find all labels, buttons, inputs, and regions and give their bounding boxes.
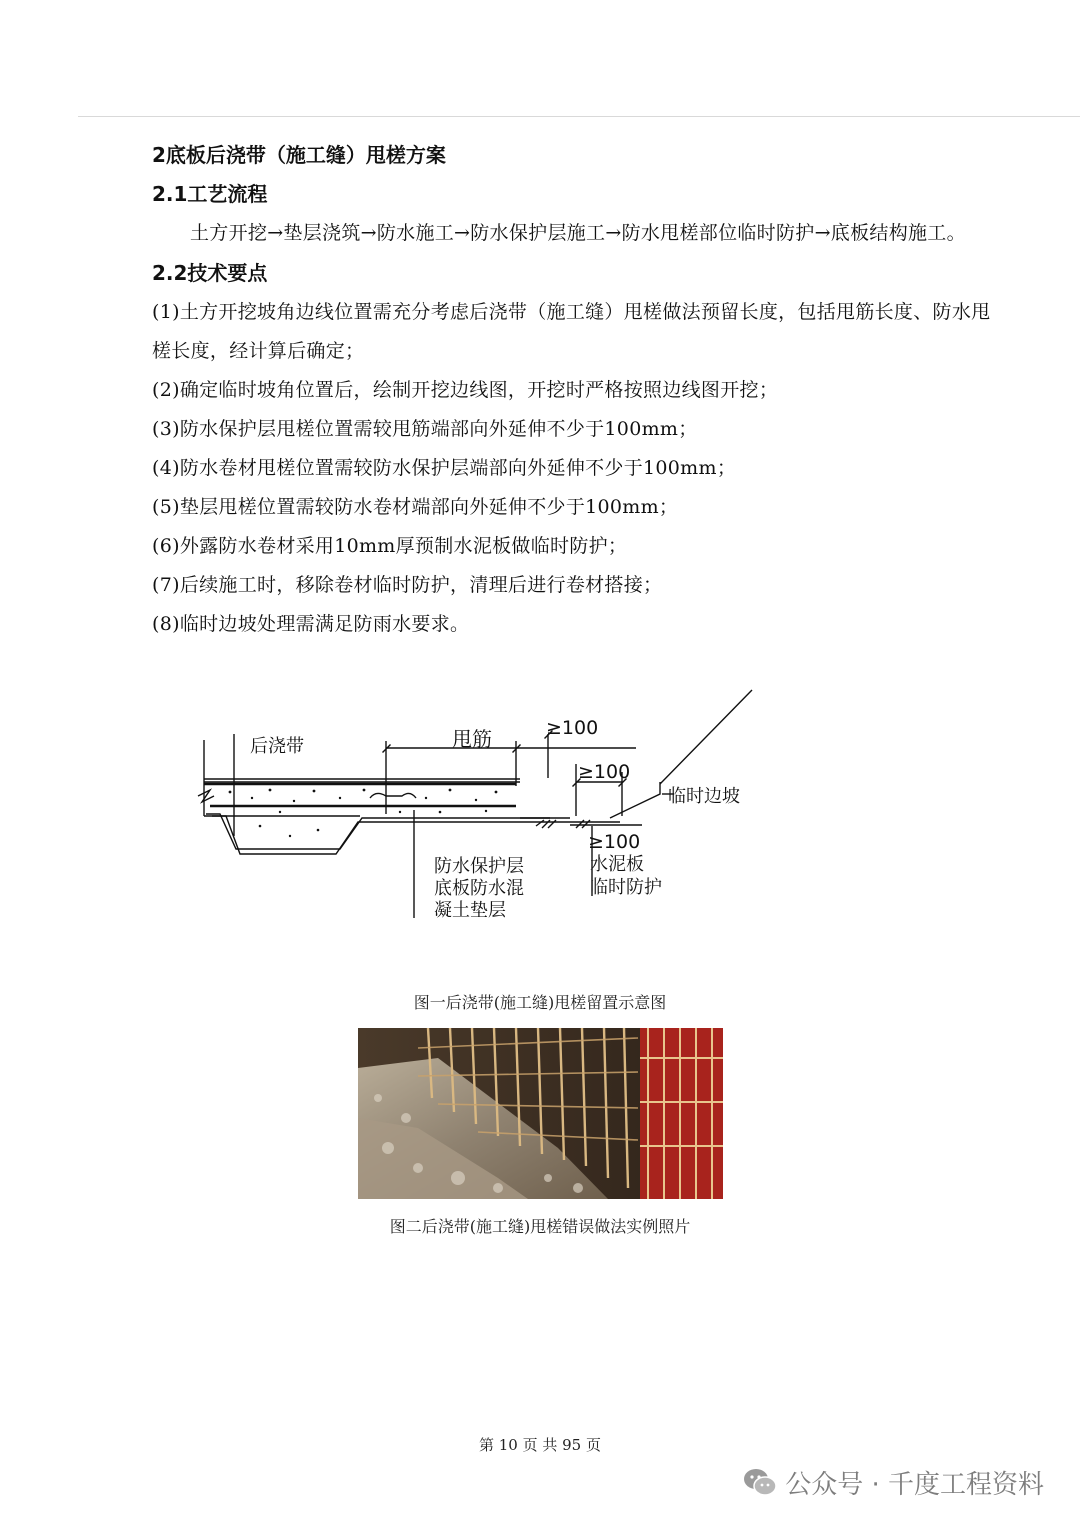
site-photo bbox=[358, 1028, 723, 1199]
keypoint-item: (3)防水保护层甩槎位置需较甩筋端部向外延伸不少于100mm； bbox=[152, 418, 698, 440]
keypoint-item: (1)土方开挖坡角边线位置需充分考虑后浇带（施工缝）甩槎做法预留长度，包括甩筋长度、防水甩槎长度，经计算后确定； bbox=[152, 301, 991, 362]
diagram-label-ge100-bottom: ≥100 bbox=[588, 831, 641, 853]
diagram-label-ge100-top: ≥100 bbox=[546, 717, 599, 739]
diagram-label-post-pour: 后浇带 bbox=[250, 736, 304, 757]
keypoint-item: (5)垫层甩槎位置需较防水卷材端部向外延伸不少于100mm； bbox=[152, 496, 679, 518]
diagram-label-layer-2: 底板防水混 bbox=[434, 878, 524, 899]
keypoint-item: (6)外露防水卷材采用10mm厚预制水泥板做临时防护； bbox=[152, 535, 628, 557]
wechat-icon bbox=[743, 1467, 777, 1497]
diagram-label-layer-1: 防水保护层 bbox=[434, 856, 524, 877]
diagram-label-cement-board: 水泥板 bbox=[590, 854, 644, 875]
watermark-text: 公众号 · 千度工程资料 bbox=[785, 1469, 1044, 1500]
diagram-label-rebar: 甩筋 bbox=[452, 727, 492, 751]
header-rule bbox=[78, 116, 1080, 117]
subsection-title-process: 2.1工艺流程 bbox=[152, 182, 268, 206]
keypoint-item: (7)后续施工时，移除卷材临时防护，清理后进行卷材搭接； bbox=[152, 574, 663, 596]
document-body bbox=[152, 136, 992, 644]
diagram-label-temp-slope: 临时边坡 bbox=[668, 786, 740, 807]
figure2-caption: 图二后浇带(施工缝)甩槎错误做法实例照片 bbox=[389, 1217, 691, 1236]
subsection-title-keypoints: 2.2技术要点 bbox=[152, 261, 268, 285]
process-paragraph: 土方开挖→垫层浇筑→防水施工→防水保护层施工→防水甩槎部位临时防护→底板结构施工。 bbox=[190, 222, 966, 244]
diagram-label-temp-protect: 临时防护 bbox=[590, 877, 662, 898]
diagram-label-layer-3: 凝土垫层 bbox=[434, 900, 506, 921]
post-pour-strip-diagram bbox=[190, 686, 770, 926]
section-title: 2底板后浇带（施工缝）甩槎方案 bbox=[152, 143, 446, 167]
keypoint-item: (4)防水卷材甩槎位置需较防水保护层端部向外延伸不少于100mm； bbox=[152, 457, 737, 479]
watermark bbox=[743, 1464, 1044, 1500]
figure1-caption: 图一后浇带(施工缝)甩槎留置示意图 bbox=[413, 993, 667, 1012]
diagram-label-ge100-mid: ≥100 bbox=[578, 761, 631, 783]
page-number: 第 10 页 共 95 页 bbox=[478, 1436, 601, 1454]
keypoint-item: (8)临时边坡处理需满足防雨水要求。 bbox=[152, 613, 470, 635]
keypoint-item: (2)确定临时坡角位置后，绘制开挖边线图，开挖时严格按照边线图开挖； bbox=[152, 379, 779, 401]
